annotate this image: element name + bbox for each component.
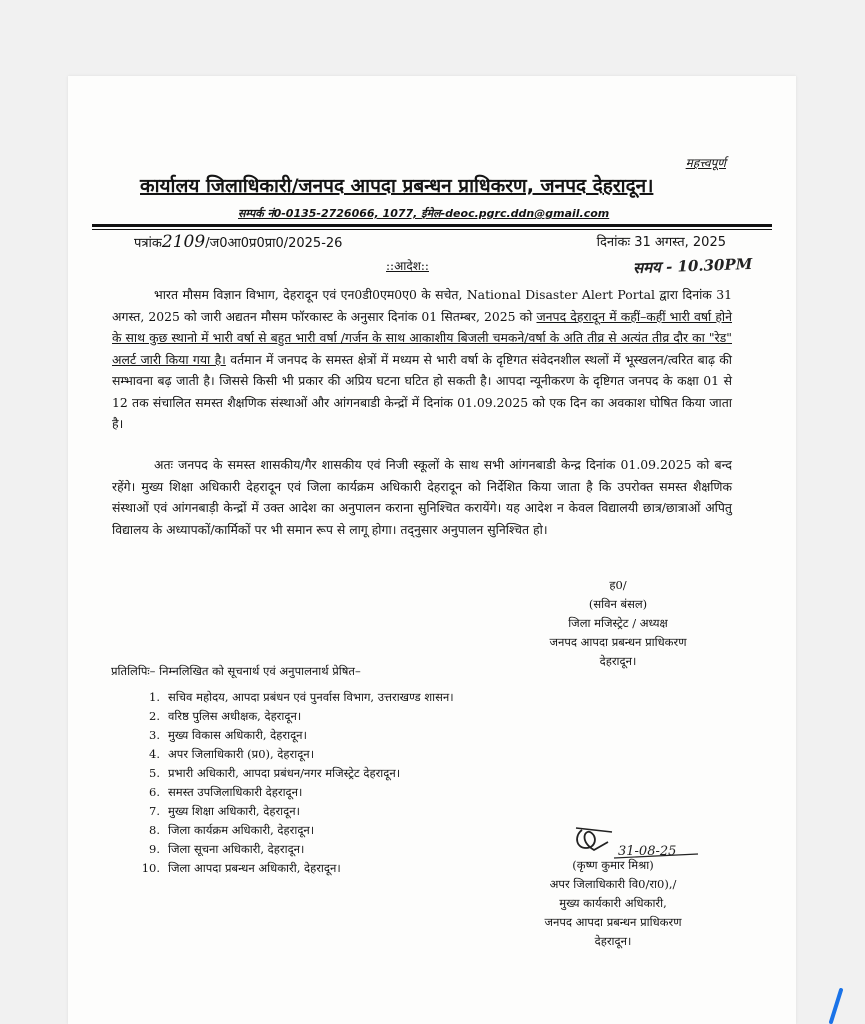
signatory-designation: जिला मजिस्ट्रेट / अध्यक्ष — [568, 616, 668, 630]
paragraph-1-start: भारत मौसम विज्ञान विभाग, देहरादून एवं एन0डी0एम0ए0 के सचेत, National Disaster Alert Portal द्वारा दिनांक 31 अगस्त, 2025 को जारी अद्यतन मौसम फॉरकास्ट के अनुसार दिनांक 01 सितम्बर, 2025 को — [112, 287, 732, 324]
signatory-name: (सविन बंसल) — [588, 597, 648, 611]
paragraph-1 — [112, 284, 732, 435]
contact-line: सम्पर्क नं0-0135-2726066, 1077, ईमेल-deoc.pgrc.ddn@gmail.com — [238, 207, 610, 220]
copy-to-title: प्रतिलिपिः– निम्नलिखित को सूचनार्थ एवं अनुपालनार्थ प्रेषित– — [111, 664, 361, 678]
priority-label: महत्त्वपूर्ण — [685, 156, 726, 170]
copy-to-item — [138, 707, 454, 726]
copy-to-list — [138, 688, 454, 878]
copy-to-item — [138, 802, 454, 821]
reference-prefix: पत्रांक — [134, 236, 162, 251]
pen-mark-icon — [825, 988, 849, 1024]
office-title: कार्यालय जिलाधिकारी/जनपद आपदा प्रबन्धन प्राधिकरण, जनपद देहरादून। — [140, 175, 654, 197]
signatory2-designation: अपर जिलाधिकारी वि0/रा0),/ — [549, 877, 677, 891]
signatory-district-magistrate — [518, 576, 718, 671]
paragraph-2 — [112, 454, 732, 540]
signatory2-name: (कृष्ण कुमार मिश्रा) — [572, 858, 654, 872]
copy-to-item-number: 3. — [149, 728, 160, 742]
issue-date: दिनांकः 31 अगस्त, 2025 — [596, 235, 726, 250]
signatory2-authority: जनपद आपदा प्रबन्धन प्राधिकरण — [544, 915, 682, 929]
handwritten-time: समय - 10.30PM — [632, 254, 753, 278]
copy-to-item-text: समस्त उपजिलाधिकारी देहरादून। — [168, 785, 303, 799]
copy-to-item-number: 10. — [141, 861, 160, 875]
copy-to-item — [138, 859, 454, 878]
copy-to-item-text: अपर जिलाधिकारी (प्र0), देहरादून। — [168, 747, 315, 761]
copy-to-item-number: 2. — [149, 709, 160, 723]
paragraph-1-end: वर्तमान में जनपद के समस्त क्षेत्रों में मध्यम से भारी वर्षा के दृष्टिगत संवेदनशील स्थलों में भूस्खलन/त्वरित बाढ़ की सम्भावना बढ़ जाती है। जिससे किसी भी प्रकार की अप्रिय घटना घटित हो सकती है। आपदा न्यूनीकरण के दृष्टिगत जनपद के कक्षा 01 से 12 तक संचालित समस्त शैक्षणिक संस्थाओं और आंगनबाडी केन्द्रों में दिनांक 01.09.2025 को एक दिन का अवकाश घोषित किया जाता है। — [112, 351, 732, 431]
copy-to-item-text: वरिष्ठ पुलिस अधीक्षक, देहरादून। — [168, 709, 302, 723]
copy-to-item — [138, 764, 454, 783]
signed-mark: ह0/ — [609, 578, 627, 592]
copy-to-item-number: 7. — [149, 804, 160, 818]
signatory-additional-magistrate — [508, 856, 718, 951]
copy-to-item-text: मुख्य विकास अधिकारी, देहरादून। — [168, 728, 307, 742]
paragraph-1-red-alert: जनपद देहरादून में कहीं–कहीं भारी वर्षा होने के साथ कुछ स्थानो में भारी वर्षा से बहुत भारी वर्षा /गर्जन के साथ आकाशीय बिजली चमकने/वर्षा के अति तीव्र से अत्यंत तीव्र दौर का "रेड" अलर्ट जारी किया गया है। — [112, 308, 732, 367]
copy-to-item — [138, 821, 454, 840]
document-page — [68, 76, 796, 1024]
copy-to-item-number: 5. — [149, 766, 160, 780]
header-rule-thick — [92, 224, 772, 227]
copy-to-item-number: 1. — [149, 690, 160, 704]
signatory2-place: देहरादून। — [594, 934, 632, 948]
signatory2-role: मुख्य कार्यकारी अधिकारी, — [559, 896, 667, 910]
paragraph-2-text: अतः जनपद के समस्त शासकीय/गैर शासकीय एवं निजी स्कूलों के साथ सभी आंगनबाडी केन्द्र दिनांक 01.09.2025 को बन्द रहेंगे। मुख्य शिक्षा अधिकारी देहरादून एवं जिला कार्यक्रम अधिकारी देहरादून को निर्देशित किया जाता है कि उपरोक्त समस्त शैक्षणिक संस्थाओं एवं आंगनबाड़ी केन्द्रों में उक्त आदेश का अनुपालन कराना सुनिश्चित करायेंगे। यह आदेश न केवल विद्यालयी छात्र/छात्राओं अपितु विद्यालय के अध्यापकों/कार्मिकों पर भी समान रूप से लागू होगा। तद्नुसार अनुपालन सुनिश्चित हो। — [112, 457, 732, 537]
copy-to-item — [138, 745, 454, 764]
signatory-authority: जनपद आपदा प्रबन्धन प्राधिकरण — [549, 635, 687, 649]
copy-to-item-number: 8. — [149, 823, 160, 837]
copy-to-item-number: 4. — [149, 747, 160, 761]
copy-to-item — [138, 783, 454, 802]
copy-to-item-text: जिला आपदा प्रबन्धन अधिकारी, देहरादून। — [168, 861, 341, 875]
signature-date: 31-08-25 — [618, 844, 677, 859]
signatory-place: देहरादून। — [599, 654, 637, 668]
copy-to-item — [138, 726, 454, 745]
copy-to-item-number: 6. — [149, 785, 160, 799]
reference-number — [134, 232, 342, 252]
reference-suffix: /ज0आ0प्र0प्रा0/2025-26 — [205, 236, 343, 251]
copy-to-item-text: सचिव महोदय, आपदा प्रबंधन एवं पुनर्वास विभाग, उत्तराखण्ड शासन। — [168, 690, 454, 704]
copy-to-item-text: मुख्य शिक्षा अधिकारी, देहरादून। — [168, 804, 300, 818]
copy-to-item — [138, 840, 454, 859]
copy-to-item-text: प्रभारी अधिकारी, आपदा प्रबंधन/नगर मजिस्ट्रेट देहरादून। — [168, 766, 401, 780]
copy-to-item — [138, 688, 454, 707]
copy-to-item-number: 9. — [149, 842, 160, 856]
header-rule-thin — [92, 229, 772, 230]
order-heading: ::आदेश:: — [386, 259, 429, 273]
copy-to-item-text: जिला सूचना अधिकारी, देहरादून। — [168, 842, 305, 856]
reference-handwritten: 2109 — [161, 232, 206, 252]
copy-to-item-text: जिला कार्यक्रम अधिकारी, देहरादून। — [168, 823, 315, 837]
